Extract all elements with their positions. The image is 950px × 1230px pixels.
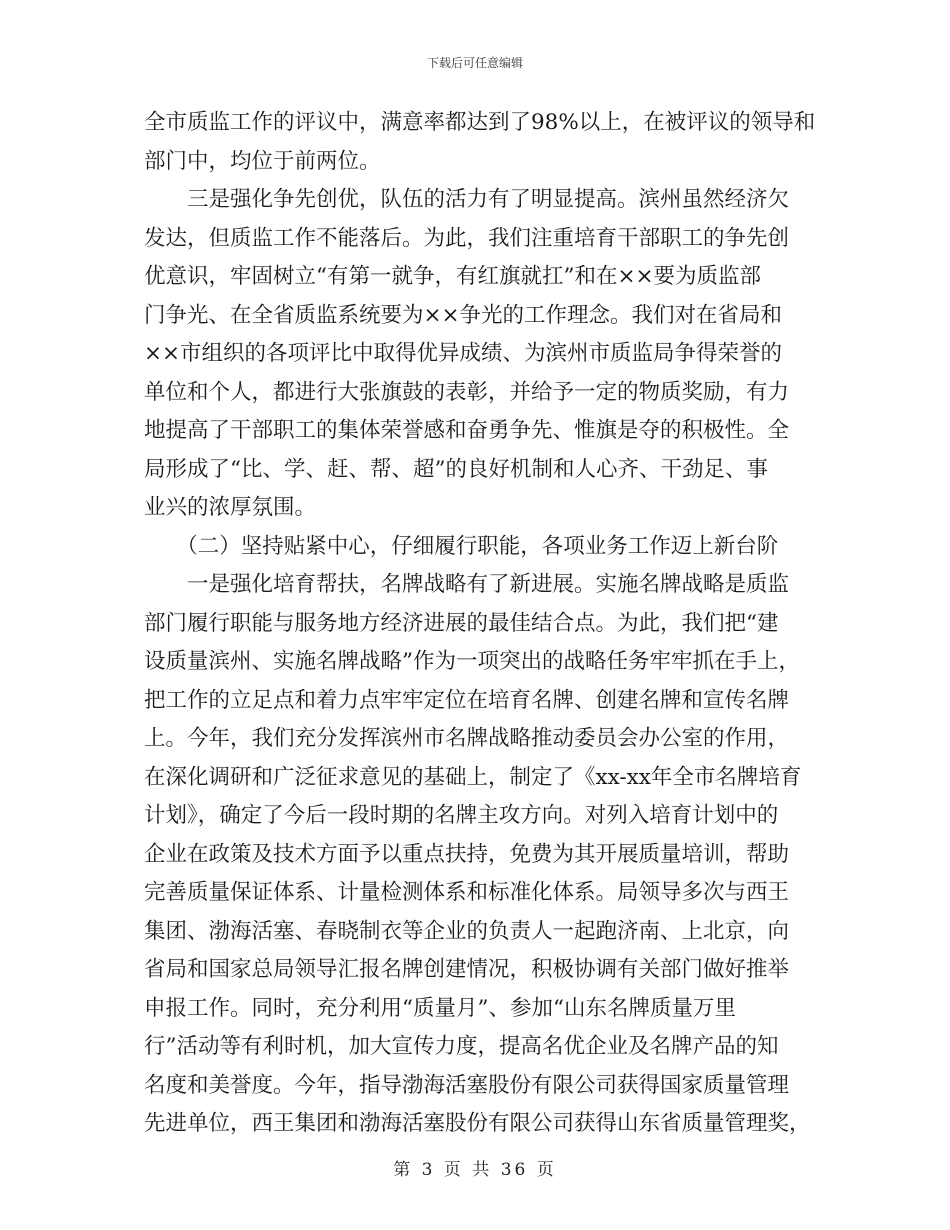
text-line: 优意识，牢固树立“有第一就争，有红旗就扛”和在××要为质监部 <box>144 264 762 289</box>
text-line: 三是强化争先创优，队伍的活力有了明显提高。滨州虽然经济欠 <box>144 187 790 212</box>
text-line: 把工作的立足点和着力点牢牢定位在培育名牌、创建名牌和宣传名牌 <box>144 687 790 713</box>
text-line: 部门中，均位于前两位。 <box>144 148 381 174</box>
text-line: 先进单位，西王集团和渤海活塞股份有限公司获得山东省质量管理奖， <box>144 1111 811 1136</box>
text-line: 企业在政策及技术方面予以重点扶持，免费为其开展质量培训，帮助 <box>144 841 790 867</box>
text-line: 设质量滨州、实施名牌战略”作为一项突出的战略任务牢牢抓在手上， <box>144 649 800 674</box>
text-line: 局形成了“比、学、赶、帮、超”的良好机制和人心齐、干劲足、事 <box>144 456 768 482</box>
body-text <box>144 104 816 1144</box>
text-line: ××市组织的各项评比中取得优异成绩、为滨州市质监局争得荣誉的 <box>144 341 783 366</box>
text-line: 名度和美誉度。今年，指导渤海活塞股份有限公司获得国家质量管理 <box>144 1072 790 1098</box>
text-line: 全市质监工作的评议中，满意率都达到了98%以上，在被评议的领导和 <box>144 110 816 135</box>
text-line: 在深化调研和广泛征求意见的基础上，制定了《xx-xx年全市名牌培育 <box>144 764 802 790</box>
text-line: 完善质量保证体系、计量检测体系和标准化体系。局领导多次与西王 <box>144 880 790 905</box>
text-line: 申报工作。同时，充分利用“质量月”、参加“山东名牌质量万里 <box>144 995 736 1021</box>
text-line: 省局和国家总局领导汇报名牌创建情况，积极协调有关部门做好推举 <box>144 957 790 982</box>
text-line: 部门履行职能与服务地方经济进展的最佳结合点。为此，我们把“建 <box>144 610 779 636</box>
text-line: 发达，但质监工作不能落后。为此，我们注重培育干部职工的争先创 <box>144 225 790 251</box>
text-line: 业兴的浓厚氛围。 <box>144 495 317 520</box>
text-line: 行”活动等有利时机，加大宣传力度，提高名优企业及名牌产品的知 <box>144 1034 779 1059</box>
document-body <box>144 104 816 1144</box>
text-line: 一是强化培育帮扶，名牌战略有了新进展。实施名牌战略是质监 <box>144 572 790 597</box>
text-line: 地提高了干部职工的集体荣誉感和奋勇争先、惟旗是夺的积极性。全 <box>144 418 790 443</box>
page-header-note: 下载后可任意编辑 <box>426 56 523 70</box>
text-line: 上。今年，我们充分发挥滨州市名牌战略推动委员会办公室的作用， <box>144 726 790 751</box>
section-heading: （二）坚持贴紧中心，仔细履行职能，各项业务工作迈上新台阶 <box>144 533 779 559</box>
text-line: 门争光、在全省质监系统要为××争光的工作理念。我们对在省局和 <box>144 302 783 328</box>
text-line: 单位和个人，都进行大张旗鼓的表彰，并给予一定的物质奖励，有力 <box>144 379 790 405</box>
page-number-footer: 第 3 页 共 36 页 <box>393 1160 557 1180</box>
text-line: 集团、渤海活塞、春晓制衣等企业的负责人一起跑济南、上北京，向 <box>144 918 790 944</box>
text-line: 计划》，确定了今后一段时期的名牌主攻方向。对列入培育计划中的 <box>144 803 779 828</box>
